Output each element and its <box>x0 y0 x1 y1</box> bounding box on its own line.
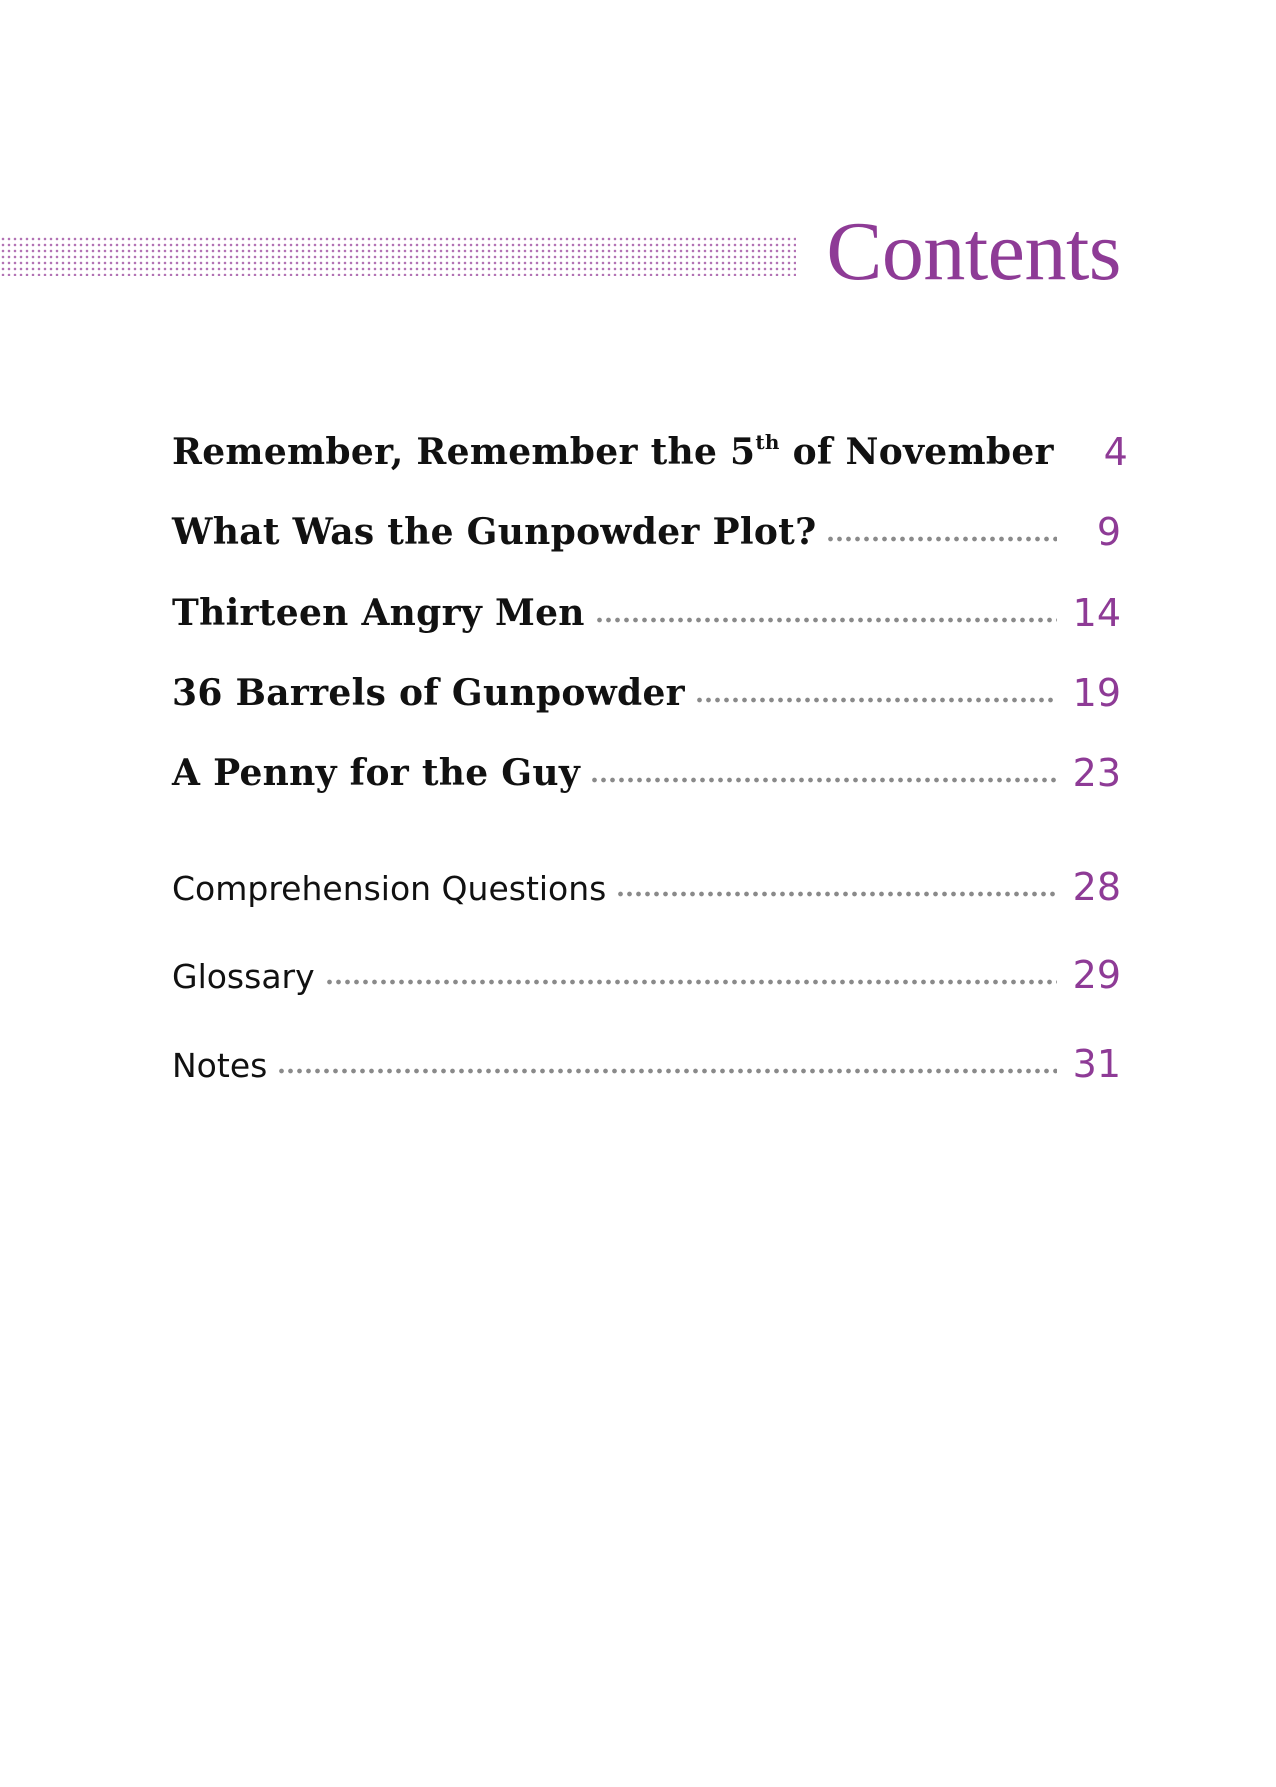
dot-leader <box>595 617 1057 623</box>
toc-entry-page-number: 9 <box>1096 510 1121 554</box>
toc-entry-page-number: 31 <box>1072 1042 1121 1086</box>
dot-leader <box>590 777 1057 783</box>
toc-entry-chapter-1[interactable] <box>172 420 1128 476</box>
toc-entry-label: What Was the Gunpowder Plot? <box>172 511 817 553</box>
dotted-header-bar <box>0 236 796 276</box>
toc-entry-page-number: 29 <box>1072 953 1121 997</box>
toc-entry-notes[interactable] <box>172 1032 1121 1088</box>
toc-entry-chapter-5[interactable] <box>172 741 1121 797</box>
toc-entry-chapter-2[interactable] <box>172 500 1121 556</box>
toc-entry-label: Thirteen Angry Men <box>172 592 585 634</box>
dot-leader <box>695 697 1057 703</box>
toc-entry-comprehension-questions[interactable] <box>172 855 1121 911</box>
toc-entry-page-number: 19 <box>1072 671 1121 715</box>
toc-entry-label: Comprehension Questions <box>172 869 607 908</box>
dot-leader <box>616 891 1057 897</box>
toc-entry-page-number: 4 <box>1103 430 1128 474</box>
toc-entry-page-number: 28 <box>1072 865 1121 909</box>
toc-entry-page-number: 14 <box>1072 591 1121 635</box>
toc-entry-label: Remember, Remember the 5th of November <box>172 430 1054 473</box>
toc-entry-label: A Penny for the Guy <box>172 752 581 794</box>
toc-entry-label: Notes <box>172 1046 268 1085</box>
toc-entry-label: 36 Barrels of Gunpowder <box>172 672 685 714</box>
toc-entry-chapter-4[interactable] <box>172 661 1121 717</box>
toc-entry-glossary[interactable] <box>172 943 1121 999</box>
toc-entry-page-number: 23 <box>1072 751 1121 795</box>
toc-entry-label: Glossary <box>172 957 315 996</box>
page-title: Contents <box>826 205 1121 298</box>
dot-leader <box>325 979 1057 985</box>
dot-leader <box>826 536 1057 542</box>
toc-entry-chapter-3[interactable] <box>172 581 1121 637</box>
dot-leader <box>277 1068 1057 1074</box>
